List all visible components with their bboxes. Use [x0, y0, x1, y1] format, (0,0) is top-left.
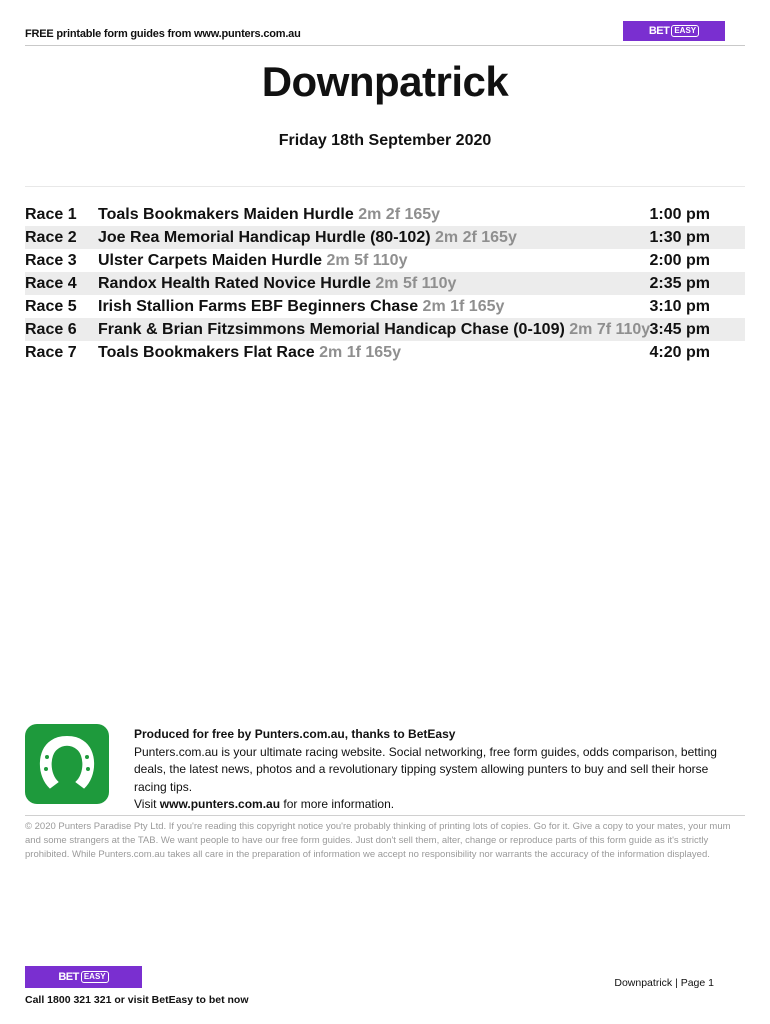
race-number: Race 1	[25, 206, 77, 223]
race-name: Randox Health Rated Novice Hurdle	[98, 275, 371, 292]
visit-suffix: for more information.	[280, 797, 395, 811]
race-number: Race 6	[25, 321, 77, 338]
promo-title: Produced for free by Punters.com.au, thanks to BetEasy	[134, 727, 456, 741]
divider	[25, 186, 745, 187]
race-row	[25, 249, 745, 272]
race-distance: 2m 7f 110y	[569, 321, 651, 338]
horseshoe-svg	[25, 724, 109, 804]
race-distance: 2m 2f 165y	[435, 229, 517, 246]
race-number: Race 3	[25, 252, 77, 269]
race-name-group	[98, 226, 517, 249]
race-row	[25, 203, 745, 226]
race-name-group	[98, 272, 456, 295]
race-name-group	[98, 341, 401, 364]
race-number: Race 5	[25, 298, 77, 315]
promo-block	[134, 726, 744, 814]
race-name-group	[98, 203, 440, 226]
promo-body: Punters.com.au is your ultimate racing website. Social networking, free form guides, odds comparison, betting deals, the latest news, photos and a revolutionary tipping system allowing punters to buy and sell their horse racing tips.	[134, 744, 717, 794]
race-distance: 2m 1f 165y	[319, 344, 401, 361]
race-name: Toals Bookmakers Maiden Hurdle	[98, 206, 354, 223]
logo-sub-text: EASY	[671, 25, 699, 37]
race-time: 3:10 pm	[649, 298, 710, 315]
race-time: 1:00 pm	[649, 206, 710, 223]
race-name: Toals Bookmakers Flat Race	[98, 344, 315, 361]
race-name-group	[98, 318, 650, 341]
header-text: FREE printable form guides from www.punters.com.au	[25, 28, 301, 40]
race-distance: 2m 2f 165y	[358, 206, 441, 223]
race-time: 3:45 pm	[649, 321, 710, 338]
race-number: Race 2	[25, 229, 77, 246]
race-name: Irish Stallion Farms EBF Beginners Chase	[98, 298, 419, 315]
logo-main-text: BET	[58, 971, 79, 983]
race-distance: 2m 5f 110y	[375, 275, 457, 292]
punters-link[interactable]: www.punters.com.au	[159, 797, 281, 811]
copyright-notice: © 2020 Punters Paradise Pty Ltd. If you're reading this copyright notice you're probably thinking of printing lots of copies. Go for it. Give a copy to your mates, your mum and some strangers at the TAB. We want people to have our free form guides. Just don't sell them, alter, change or reproduce parts of this form guide as it's strictly prohibited. While Punters.com.au takes all care in the preparation of information we accept no responsibility nor warrants the accuracy of the information displayed.	[25, 821, 731, 860]
page-header	[25, 20, 745, 46]
logo-sub-text: EASY	[81, 971, 109, 983]
race-row	[25, 295, 745, 318]
race-time: 2:35 pm	[649, 275, 710, 292]
footer-page-number: Downpatrick | Page 1	[614, 977, 714, 989]
race-distance: 2m 5f 110y	[326, 252, 408, 269]
race-time: 2:00 pm	[649, 252, 710, 269]
race-row	[25, 226, 745, 249]
beteasy-logo-footer[interactable]	[25, 966, 142, 988]
race-distance: 2m 1f 165y	[422, 298, 505, 315]
race-name: Joe Rea Memorial Handicap Hurdle (80-102)	[98, 229, 431, 246]
footer-call-text: Call 1800 321 321 or visit BetEasy to bet now	[25, 994, 249, 1006]
race-name-group	[98, 249, 407, 272]
logo-main-text: BET	[648, 25, 670, 37]
race-number: Race 4	[25, 275, 77, 292]
horseshoe-icon	[25, 724, 109, 804]
race-row	[25, 318, 745, 341]
race-name-group	[98, 295, 504, 318]
visit-prefix: Visit	[134, 797, 160, 811]
race-name: Frank & Brian Fitzsimmons Memorial Handicap Chase (0-109)	[98, 321, 565, 338]
race-list	[25, 203, 745, 364]
page-title: Downpatrick	[261, 58, 509, 105]
race-time: 1:30 pm	[649, 229, 710, 246]
divider	[25, 815, 745, 816]
race-time: 4:20 pm	[649, 344, 710, 361]
race-name: Ulster Carpets Maiden Hurdle	[98, 252, 323, 269]
race-row	[25, 272, 745, 295]
race-number: Race 7	[25, 344, 77, 361]
race-row	[25, 341, 745, 364]
meeting-date: Friday 18th September 2020	[278, 132, 492, 149]
beteasy-logo[interactable]	[623, 21, 725, 41]
promo-visit	[134, 796, 744, 814]
